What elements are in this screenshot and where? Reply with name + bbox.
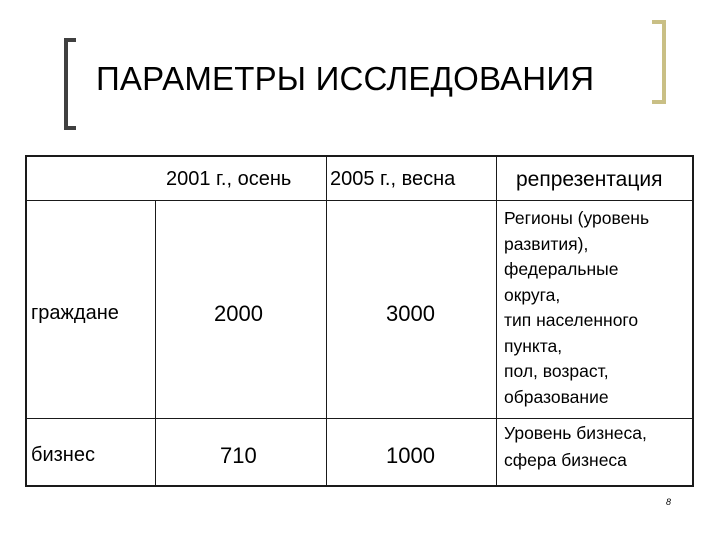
table-divider [496, 157, 497, 485]
page-number: 8 [666, 497, 672, 507]
rep-line: федеральные [504, 259, 619, 279]
rep-line: пункта, [504, 335, 563, 356]
header-2001-autumn: 2001 г., осень [166, 168, 292, 190]
row-label-business: бизнес [31, 444, 95, 466]
rep-line: образование [504, 386, 609, 407]
citizens-representation [504, 206, 649, 410]
rep-line: Уровень бизнеса, [504, 423, 647, 443]
header-2005-spring: 2005 г., весна [330, 168, 456, 190]
rep-line: развития), [504, 233, 589, 254]
rep-line: округа, [504, 284, 561, 305]
citizens-2005-value: 3000 [386, 301, 435, 326]
citizens-2001-value: 2000 [214, 301, 263, 326]
business-2001-value: 710 [220, 443, 257, 468]
row-label-citizens: граждане [31, 302, 119, 324]
table-divider [326, 157, 327, 485]
table-divider [155, 200, 156, 485]
header-representation: репрезентация [516, 168, 663, 191]
table-divider [27, 418, 692, 419]
parameters-table [25, 155, 694, 487]
slide-title: ПАРАМЕТРЫ ИССЛЕДОВАНИЯ [96, 60, 595, 97]
bracket-left-decoration [64, 38, 76, 130]
rep-line: тип населенного [504, 310, 639, 330]
business-2005-value: 1000 [386, 443, 435, 468]
rep-line: сфера бизнеса [504, 450, 627, 470]
rep-line: пол, возраст, [504, 361, 609, 381]
business-representation [504, 420, 647, 474]
rep-line: Регионы (уровень [504, 208, 650, 228]
bracket-right-decoration [652, 20, 666, 104]
table-divider [27, 200, 692, 201]
